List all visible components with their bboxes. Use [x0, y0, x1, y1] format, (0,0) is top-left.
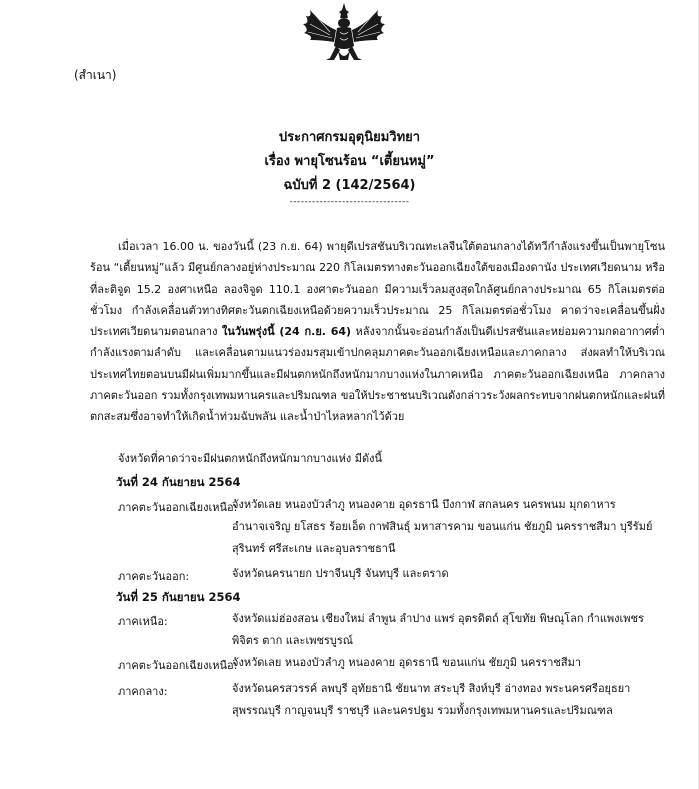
- region-label-northeast-day1: ภาคตะวันออกเฉียงเหนือ:: [118, 501, 238, 514]
- region-provinces-central-day2: จังหวัดนครสวรรค์ ลพบุรี อุทัยธานี ชัยนาท สระบุรี สิงห์บุรี อ่างทอง พระนครศรีอยุธยา สุพรรณบุรี กาญจนบุรี ราชบุรี และนครปฐม รวมทั้งกรุงเทพมหานครและปริมณฑล: [232, 682, 631, 717]
- divider-line: --------------------------------: [289, 197, 410, 207]
- garuda-emblem-icon: [296, 2, 392, 66]
- copy-label: (สำเนา): [74, 68, 117, 82]
- region-label-east-day1: ภาคตะวันออก:: [118, 570, 190, 583]
- date-heading-day2: วันที่ 25 กันยายน 2564: [116, 590, 241, 604]
- region-provinces-northeast-day1: จังหวัดเลย หนองบัวลำภู หนองคาย อุดรธานี บึงกาฬ สกลนคร นครพนม มุกดาหาร อำนาจเจริญ ยโสธร ร้อยเอ็ด กาฬสินธุ์ มหาสารคาม ขอนแก่น ชัยภูมิ นครราชสีมา บุรีรัมย์ สุรินทร์ ศรีสะเกษ และอุบลราชธานี: [232, 498, 653, 555]
- date-heading-day1: วันที่ 24 กันยายน 2564: [116, 475, 241, 489]
- region-label-northeast-day2: ภาคตะวันออกเฉียงเหนือ:: [118, 659, 238, 672]
- body-intro-text: เมื่อเวลา 16.00 น. ของวันนี้ (23 ก.ย. 64) พายุดีเปรสชันบริเวณทะเลจีนใต้ตอนกลางได้ทวีกำลังแรงขึ้นเป็นพายุโซนร้อน “เตี้ยนหมู่”แล้ว มีศูนย์กลางอยู่ห่างประมาณ 220 กิโลเมตรทางตะวันออกเฉียงใต้ของเมืองดานัง ประเทศเวียดนาม หรือที่ละติจูด 15.2 องศาเหนือ ลองจิจูด 110.1 องศาตะวันออก มีความเร็วลมสูงสุดใกล้ศูนย์กลางประมาณ 65 กิโลเมตรต่อชั่วโมง กำลังเคลื่อนตัวทางทิศตะวันตกเฉียงเหนือด้วยความเร็วประมาณ 25 กิโลเมตรต่อชั่วโมง คาดว่าจะเคลื่อนขึ้นฝั่งประเทศเวียดนามตอนกลาง: [90, 240, 665, 339]
- region-provinces-northeast-day2: จังหวัดเลย หนองบัวลำภู หนองคาย อุดรธานี ขอนแก่น ชัยภูมิ นครราชสีมา: [232, 656, 581, 669]
- body-bold-date: ในวันพรุ่งนี้ (24 ก.ย. 64): [221, 325, 352, 339]
- provinces-intro: จังหวัดที่คาดว่าจะมีฝนตกหนักถึงหนักมากบางแห่ง มีดังนี้: [118, 452, 383, 465]
- body-rest-text: หลังจากนั้นจะอ่อนกำลังเป็นดีเปรสชันและหย่อมความกดอากาศต่ำกำลังแรงตามลำดับ และเคลื่อนตามแนวร่องมรสุมเข้าปกคลุมภาคตะวันออกเฉียงเหนือและภาคกลาง ส่งผลทำให้บริเวณประเทศไทยตอนบนมีฝนเพิ่มมากขึ้นและมีฝนตกหนักถึงหนักมากบางแห่งในภาคเหนือ ภาคตะวันออกเฉียงเหนือ ภาคกลาง ภาคตะวันออก รวมทั้งกรุงเทพมหานครและปริมณฑล ขอให้ประชาชนบริเวณดังกล่าวระวังผลกระทบจากฝนตกหนักและฝนที่ตกสะสมซึ่งอาจทำให้เกิดน้ำท่วมฉับพลัน และน้ำป่าไหลหลากไว้ด้วย: [90, 325, 666, 424]
- region-provinces-north-day2: จังหวัดแม่ฮ่องสอน เชียงใหม่ ลำพูน ลำปาง แพร่ อุตรดิตถ์ สุโขทัย พิษณุโลก กำแพงเพชร พิจิตร ตาก และเพชรบูรณ์: [232, 612, 644, 647]
- issue-number: ฉบับที่ 2 (142/2564): [283, 178, 416, 193]
- announcement-title: ประกาศกรมอุตุนิยมวิทยา: [278, 130, 421, 145]
- announcement-subject: เรื่อง พายุโซนร้อน “เตี้ยนหมู่”: [264, 154, 435, 169]
- region-label-north-day2: ภาคเหนือ:: [118, 615, 168, 628]
- region-provinces-east-day1: จังหวัดนครนายก ปราจีนบุรี จันทบุรี และตราด: [232, 567, 449, 580]
- body-paragraph: [90, 236, 665, 428]
- region-label-central-day2: ภาคกลาง:: [118, 685, 168, 698]
